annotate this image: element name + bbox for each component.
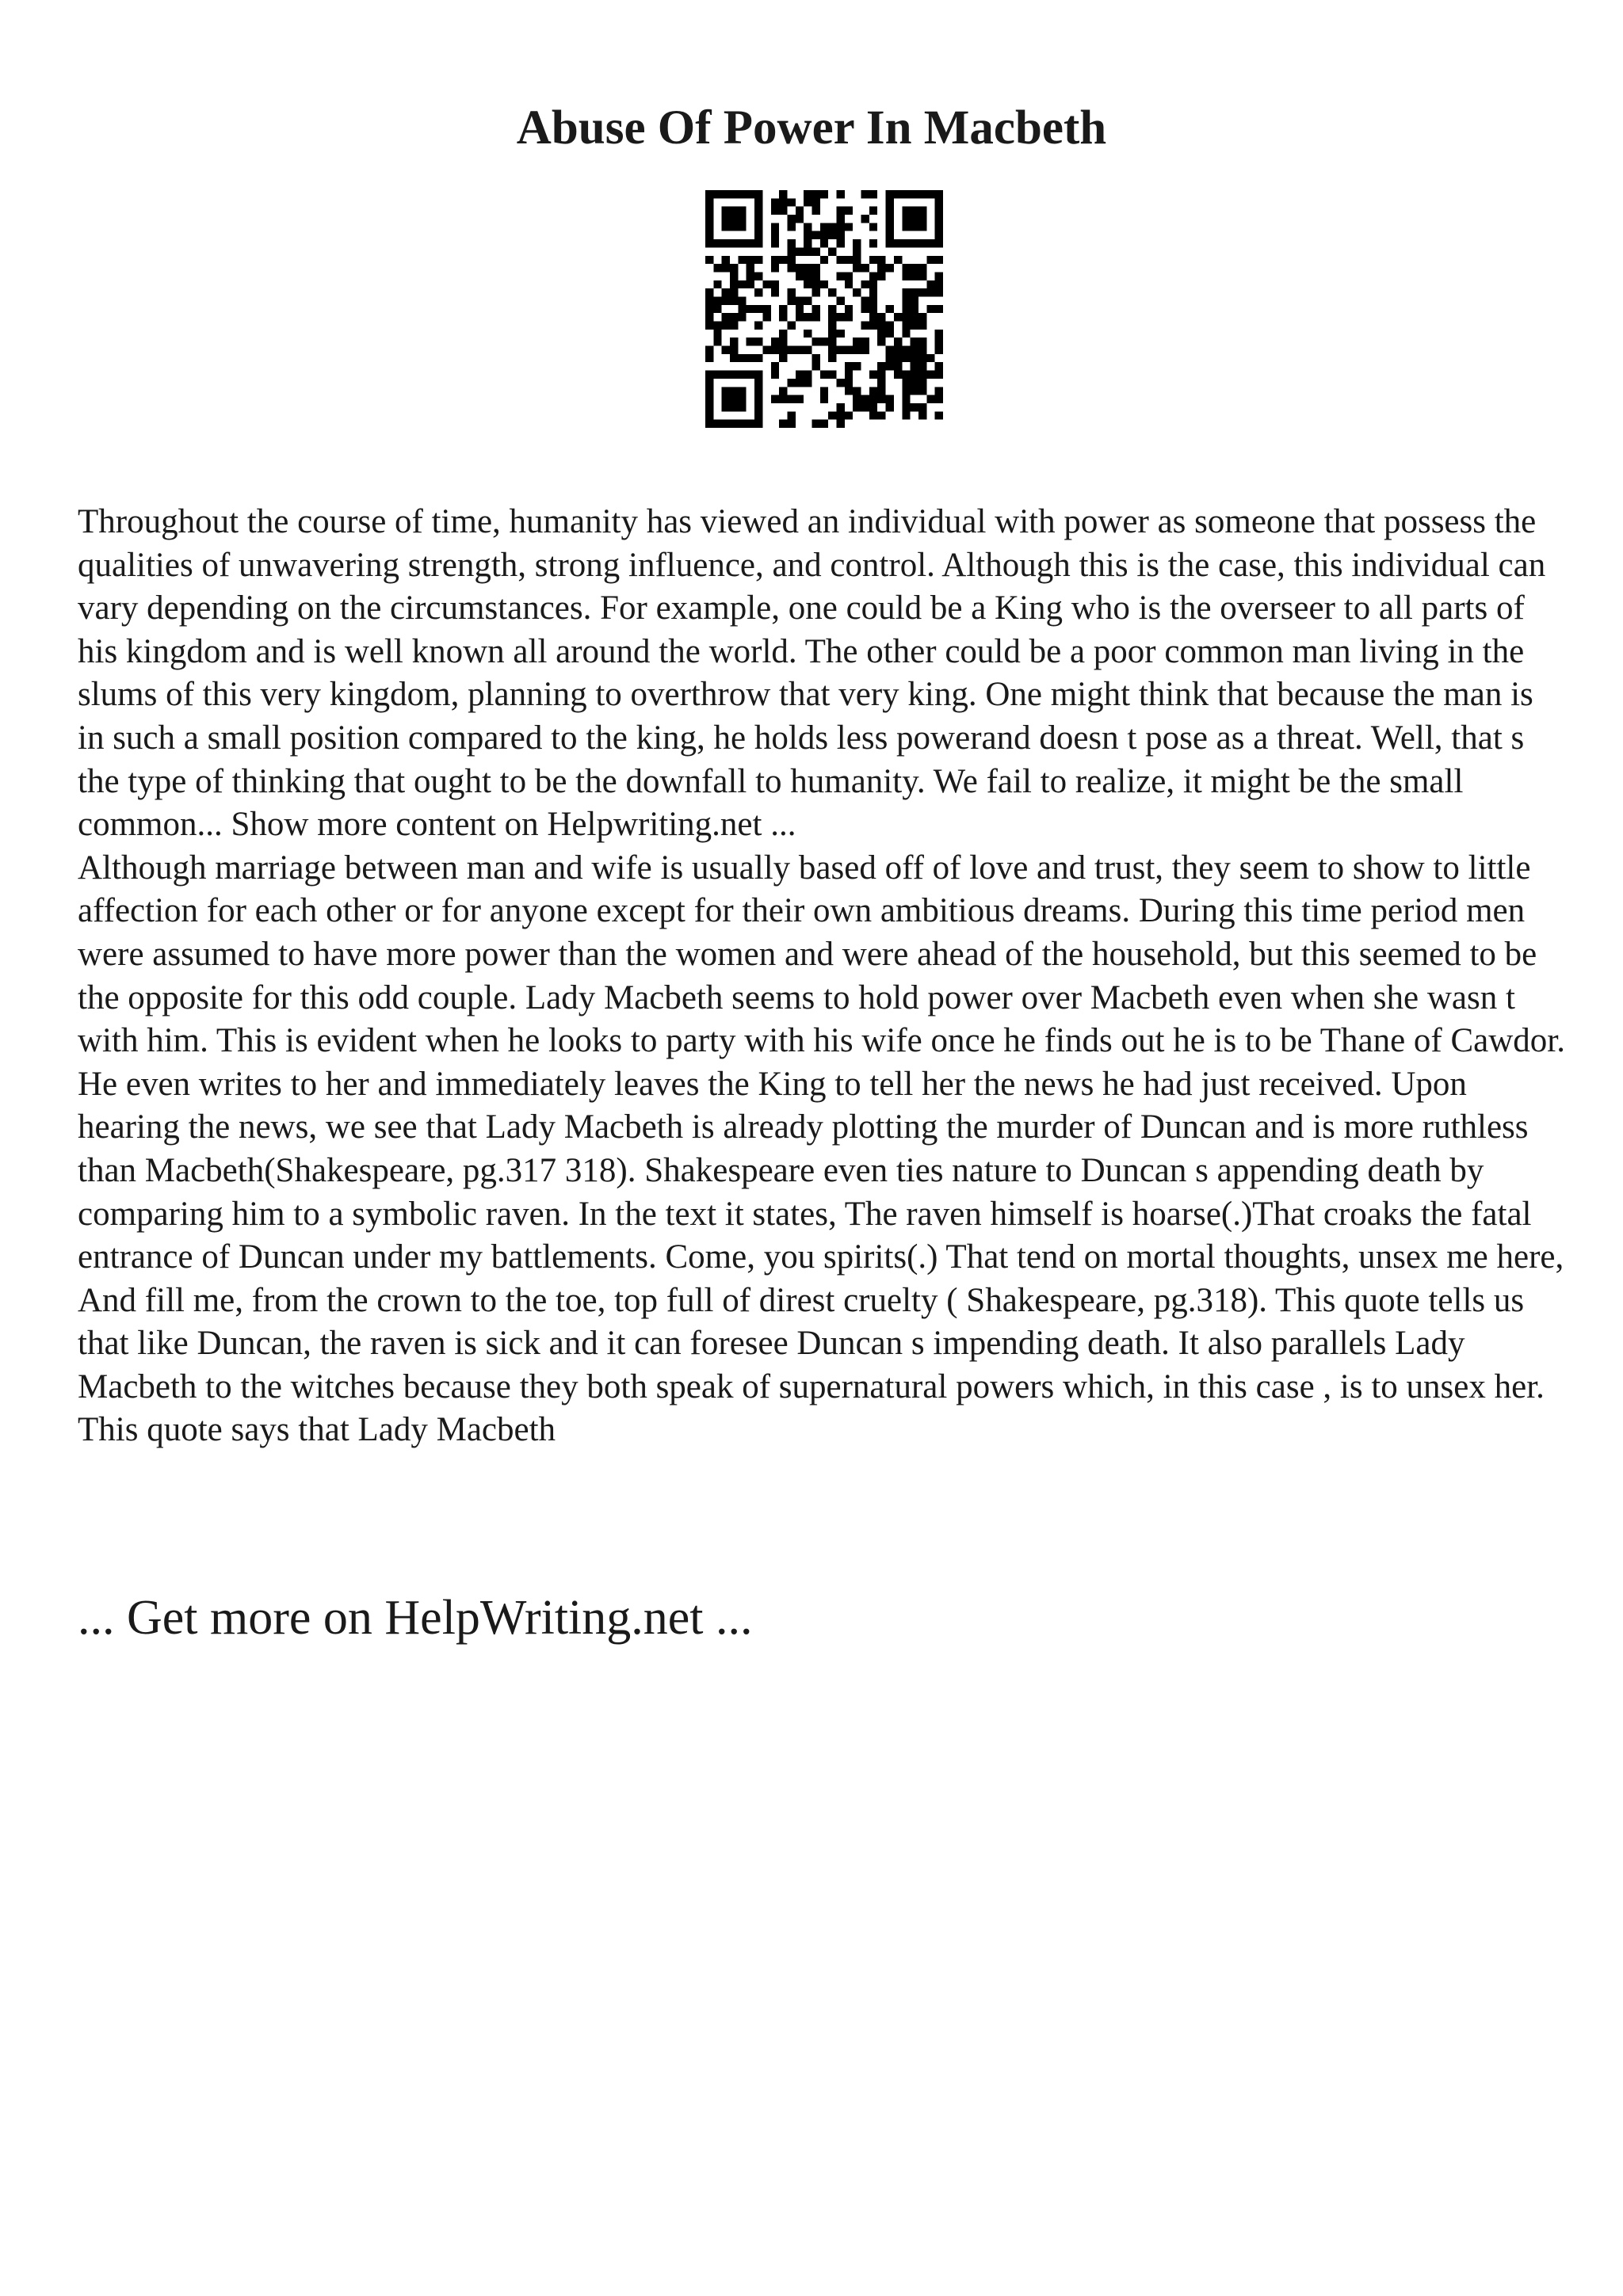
paragraph-1: Throughout the course of time, humanity has viewed an individual with power as someone that possess the qualities of unwavering strength, strong influence, and control. Although this is the case, this individual can vary depending on the circumstances. For example, one could be a King who is the overseer to all parts of his kingdom and is well known all around the world. The other could be a poor common man living in the slums of this very kingdom, planning to overthrow that very king. One might think that because the man is in such a small position compared to the king, he holds less powerand doesn t pose as a threat. Well, that s the type of thinking that ought to be the downfall to humanity. We fail to realize, it might be the small common... Show more content on Helpwriting.net ... — [78, 503, 1546, 844]
qr-code-icon — [705, 190, 943, 428]
get-more-link[interactable]: ... Get more on HelpWriting.net ... — [78, 1591, 753, 1645]
paragraph-2: Although marriage between man and wife is usually based off of love and trust, they seem to show to little affection for each other or for anyone except for their own ambitious dreams. During this time period men were assumed to have more power than the women and were ahead of the household, but this seemed to be the opposite for this odd couple. Lady Macbeth seems to hold power over Macbeth even when she wasn t with him. This is evident when he looks to party with his wife once he finds out he is to be Thane of Cawdor. He even writes to her and immediately leaves the King to tell her the news he had just received. Upon hearing the news, we see that Lady Macbeth is already plotting the murder of Duncan and is more ruthless than Macbeth(Shakespeare, pg.317 318). Shakespeare even ties nature to Duncan s appending death by comparing him to a symbolic raven. In the text it states, The raven himself is hoarse(.)That croaks the fatal entrance of Duncan under my battlements. Come, you spirits(.) That tend on mortal thoughts, unsex me here, And fill me, from the crown to the toe, top full of direst cruelty ( Shakespeare, pg.318). This quote tells us that like Duncan, the raven is sick and it can foresee Duncan s impending death. It also parallels Lady Macbeth to the witches because they both speak of supernatural powers which, in this case , is to unsex her. This quote says that Lady Macbeth — [78, 849, 1565, 1449]
article-body — [78, 501, 1568, 1452]
page-title: Abuse Of Power In Macbeth — [516, 101, 1107, 154]
